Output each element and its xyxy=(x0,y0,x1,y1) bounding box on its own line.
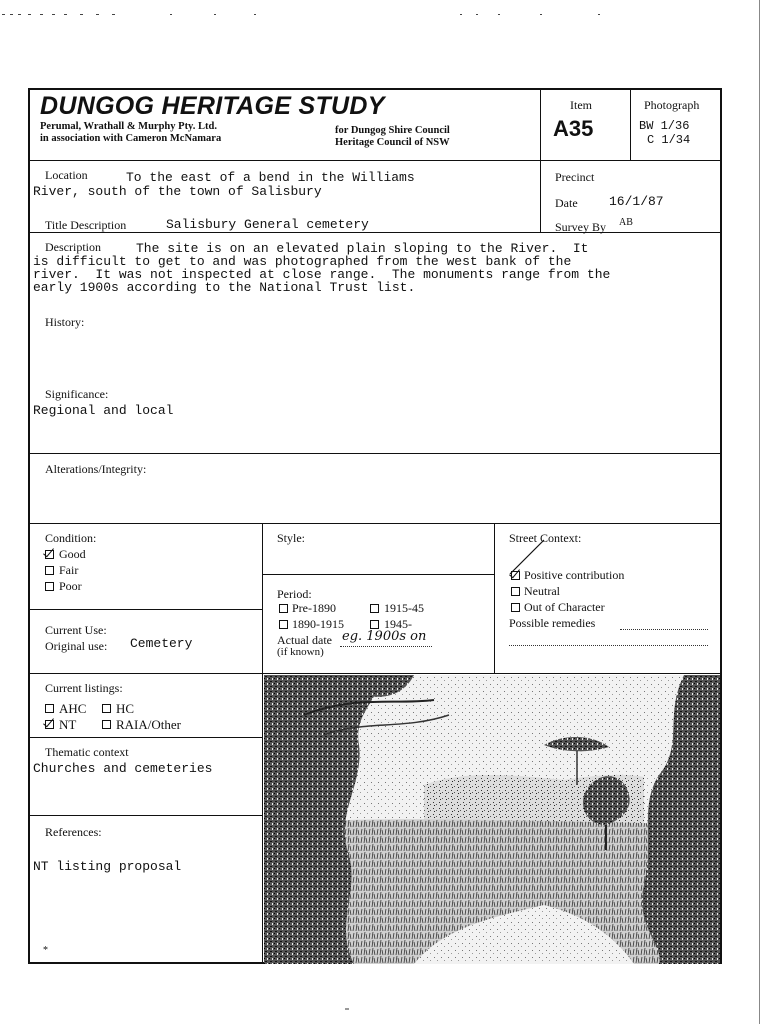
listing-raia-checkbox[interactable] xyxy=(102,720,111,729)
photograph-label: Photograph xyxy=(644,98,700,112)
footer-speck xyxy=(345,1008,349,1010)
listing-nt-checkbox[interactable] xyxy=(45,720,54,729)
header-divider-2 xyxy=(630,90,631,160)
listing-hc-checkbox[interactable] xyxy=(102,704,111,713)
location-bottom-line xyxy=(30,232,722,233)
listings-bottom-line xyxy=(30,737,262,738)
street-positive-checkbox[interactable] xyxy=(511,571,520,580)
form-title: DUNGOG HERITAGE STUDY xyxy=(40,92,385,120)
description-label: Description xyxy=(45,240,101,254)
references-footnote: * xyxy=(43,945,48,956)
scan-noise xyxy=(0,8,770,14)
period-pre1890-checkbox[interactable] xyxy=(279,604,288,613)
location-label: Location xyxy=(45,168,88,182)
authors-line1: Perumal, Wrathall & Murphy Pty. Ltd. xyxy=(40,121,217,132)
location-line1: To the east of a bend in the Williams xyxy=(126,170,415,185)
condition-fair-label: Fair xyxy=(59,563,79,577)
listing-ahc-checkbox[interactable] xyxy=(45,704,54,713)
original-use-value: Cemetery xyxy=(130,636,193,651)
alterations-bottom-line xyxy=(30,523,722,524)
references-value: NT listing proposal xyxy=(33,859,182,874)
street-out-of-character-label: Out of Character xyxy=(524,600,605,614)
scan-noise-dots xyxy=(0,11,770,21)
street-positive-label: Positive contribution xyxy=(524,568,625,582)
header-bottom-line xyxy=(30,160,722,161)
history-label: History: xyxy=(45,315,85,329)
possible-remedies-line-2 xyxy=(509,645,708,646)
date-label: Date xyxy=(555,196,578,210)
item-label: Item xyxy=(570,98,592,112)
item-value: A35 xyxy=(553,116,594,141)
condition-fair-checkbox[interactable] xyxy=(45,566,54,575)
actual-date-underline xyxy=(340,646,432,647)
heritage-form xyxy=(28,88,722,964)
period-1890-1915-label: 1890-1915 xyxy=(292,617,344,631)
if-known-label: (if known) xyxy=(277,646,324,658)
title-description-value: Salisbury General cemetery xyxy=(166,217,369,232)
location-line2: River, south of the town of Salisbury xyxy=(33,184,322,199)
client-line1: for Dungog Shire Council xyxy=(335,125,450,136)
survey-by-value: AB xyxy=(619,217,633,228)
precinct-label: Precinct xyxy=(555,170,595,184)
cemetery-scene-image xyxy=(264,675,720,964)
listing-ahc-label: AHC xyxy=(59,701,87,716)
middle-divider-1 xyxy=(262,523,263,673)
period-1890-1915-checkbox[interactable] xyxy=(279,620,288,629)
description-bottom-line xyxy=(30,453,722,454)
description-line2: is difficult to get to and was photographed from the west bank of the xyxy=(33,254,572,269)
street-neutral-label: Neutral xyxy=(524,584,560,598)
description-line1: The site is on an elevated plain sloping to the River. It xyxy=(136,241,589,256)
condition-bottom-line xyxy=(30,609,262,610)
actual-date-label: Actual date xyxy=(277,633,332,647)
description-line3: river. It was not inspected at close range. The monuments range from the xyxy=(33,267,611,282)
possible-remedies-line-1 xyxy=(620,629,708,630)
header-divider-1 xyxy=(540,90,541,232)
style-label: Style: xyxy=(277,531,306,545)
street-context-label: Street Context: xyxy=(509,531,582,545)
photograph-colour: C 1/34 xyxy=(647,133,691,147)
condition-good-label: Good xyxy=(59,547,86,561)
significance-value: Regional and local xyxy=(33,403,174,418)
listing-hc-label: HC xyxy=(116,701,135,716)
alterations-label: Alterations/Integrity: xyxy=(45,462,147,476)
listing-raia-label: RAIA/Other xyxy=(116,717,181,732)
significance-label: Significance: xyxy=(45,387,109,401)
condition-poor-label: Poor xyxy=(59,579,82,593)
title-description-label: Title Description xyxy=(45,218,127,232)
condition-label: Condition: xyxy=(45,531,97,545)
condition-poor-checkbox[interactable] xyxy=(45,582,54,591)
current-use-label: Current Use: xyxy=(45,623,107,637)
description-line4: early 1900s according to the National Trust list. xyxy=(33,280,416,295)
street-neutral-checkbox[interactable] xyxy=(511,587,520,596)
period-pre1890-label: Pre-1890 xyxy=(292,601,336,615)
period-1945-checkbox[interactable] xyxy=(370,620,379,629)
page-edge-line xyxy=(759,0,760,1024)
references-label: References: xyxy=(45,825,102,839)
date-value: 16/1/87 xyxy=(609,194,664,209)
style-bottom-line xyxy=(262,574,494,575)
site-photograph xyxy=(264,675,720,964)
actual-date-value: eg. 1900s on xyxy=(342,629,427,644)
authors-line2: in association with Cameron McNamara xyxy=(40,133,222,144)
thematic-context-value: Churches and cemeteries xyxy=(33,761,213,776)
period-1915-45-checkbox[interactable] xyxy=(370,604,379,613)
listing-nt-label: NT xyxy=(59,717,77,732)
thematic-context-label: Thematic context xyxy=(45,745,129,759)
period-label: Period: xyxy=(277,587,312,601)
survey-by-label: Survey By xyxy=(555,220,606,234)
street-out-of-character-checkbox[interactable] xyxy=(511,603,520,612)
period-1945-label: 1945- xyxy=(384,617,412,631)
condition-good-checkbox[interactable] xyxy=(45,550,54,559)
period-1915-45-label: 1915-45 xyxy=(384,601,424,615)
possible-remedies-label: Possible remedies xyxy=(509,616,596,630)
current-listings-label: Current listings: xyxy=(45,681,123,695)
original-use-label: Original use: xyxy=(45,639,108,653)
client-line2: Heritage Council of NSW xyxy=(335,137,450,148)
lower-divider xyxy=(262,673,263,964)
middle-divider-2 xyxy=(494,523,495,673)
thematic-bottom-line xyxy=(30,815,262,816)
photograph-bw: BW 1/36 xyxy=(639,119,690,133)
middle-bottom-line xyxy=(30,673,722,674)
